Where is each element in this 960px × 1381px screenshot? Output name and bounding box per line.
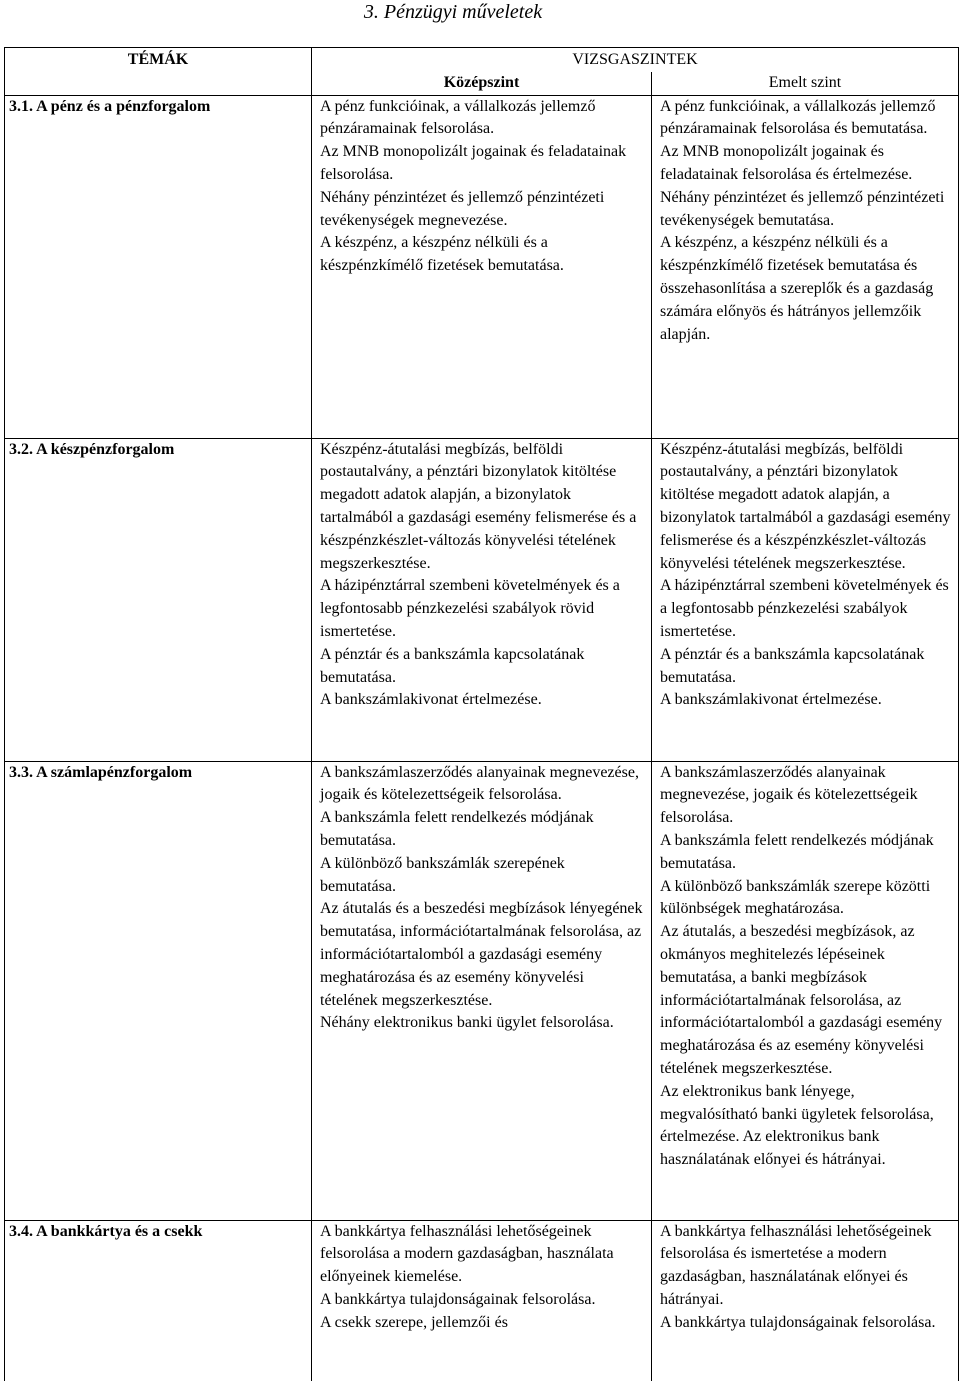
requirement-text: A bankszámlakivonat értelmezése. (660, 691, 882, 709)
header-temak: TÉMÁK (5, 48, 312, 96)
topics-table (4, 47, 959, 1381)
requirement-text: A bankkártya felhasználási lehetőségeinek felsorolása a modern gazdaságban, használata előnyeinek kiemelése. (320, 1222, 614, 1286)
requirement-text: A bankszámlakivonat értelmezése. (320, 691, 542, 709)
topic-cell: 3.4. A bankkártya és a csekk (5, 1220, 312, 1381)
requirement-text: A bankszámla felett rendelkezés módjának bemutatása. (660, 831, 934, 872)
requirement-text: A bankkártya tulajdonságainak felsorolása. (320, 1290, 596, 1308)
requirement-text: A készpénz, a készpénz nélküli és a készpénzkímélő fizetések bemutatása. (320, 234, 564, 275)
requirement-text: Az átutalás, a beszedési megbízások, az okmányos meghitelezés lépéseinek bemutatása, a banki megbízások információtartalmának felsorolása, az információtartalomból a gazdasági esemény meghatározása és az esemény könyvelési tételének megszerkesztése. (660, 923, 943, 1077)
page-title: 3. Pénzügyi műveletek (363, 1, 543, 23)
requirement-text: A bankkártya felhasználási lehetőségeinek felsorolása és ismertetése a modern gazdaságban, használatának előnyei és hátrányai. (660, 1222, 932, 1308)
kozepszint-cell (312, 1220, 652, 1381)
kozepszint-cell (312, 95, 652, 438)
emelt-szint-cell (652, 438, 959, 761)
topic-cell: 3.3. A számlapénzforgalom (5, 761, 312, 1220)
requirement-text: Az MNB monopolizált jogainak és feladatainak felsorolása. (320, 143, 627, 183)
requirement-text: A készpénz, a készpénz nélküli és a készpénzkímélő fizetések bemutatása és összehasonlítása a szereplők és a gazdaság számára előnyös és hátrányos jellemzőik alapján. (660, 234, 934, 343)
requirement-text: Készpénz-átutalási megbízás, belföldi postautalvány, a pénztári bizonylatok kitöltése megadott adatok alapján, a bizonylatok tartalmából a gazdasági esemény felismerése és a készpénzkészlet-változás könyvelési tételének megszerkesztése. (660, 440, 951, 572)
header-kozepszint: Középszint (312, 72, 652, 95)
topic-cell: 3.2. A készpénzforgalom (5, 438, 312, 761)
requirement-text: A bankszámlaszerződés alanyainak megnevezése, jogaik és kötelezettségeik felsorolása. (320, 763, 639, 804)
emelt-szint-cell (652, 1220, 959, 1381)
requirement-text: A házipénztárral szembeni követelmények és a legfontosabb pénzkezelési szabályok rövid ismertetése. (320, 577, 620, 640)
table-row (5, 95, 959, 438)
requirement-text: A bankszámla felett rendelkezés módjának bemutatása. (320, 809, 594, 849)
table-row (5, 761, 959, 1220)
requirement-text: A különböző bankszámlák szerepe közötti különbségek meghatározása. (660, 877, 931, 918)
header-row (5, 48, 959, 72)
emelt-szint-cell (652, 95, 959, 438)
requirement-text: Az elektronikus bank lényege, megvalósítható banki ügyletek felsorolása, értelmezése. Az elektronikus bank használatának előnyei és hátrányai. (660, 1082, 934, 1169)
requirement-text: A házipénztárral szembeni követelmények és a legfontosabb pénzkezelési szabályok ismertetése. (660, 577, 949, 640)
kozepszint-cell (312, 761, 652, 1220)
requirement-text: Az MNB monopolizált jogainak és feladatainak felsorolása és értelmezése. (660, 143, 913, 183)
requirement-text: Néhány pénzintézet és jellemző pénzintézeti tevékenységek bemutatása. (660, 188, 945, 229)
kozepszint-cell (312, 438, 652, 761)
table-row (5, 1220, 959, 1381)
requirement-text: Az átutalás és a beszedési megbízások lényegének bemutatása, információtartalmának felsorolása, az információtartalomból a gazdasági esemény meghatározása és az esemény könyvelési tételének megszerkesztése. (320, 900, 643, 1009)
requirement-text: Készpénz-átutalási megbízás, belföldi postautalvány, a pénztári bizonylatok kitöltése megadott adatok alapján, a bizonylatok tartalmából a gazdasági esemény felismerése és a készpénzkészlet-változás könyvelési tételének megszerkesztése. (320, 440, 637, 572)
requirement-text: A pénz funkcióinak, a vállalkozás jellemző pénzáramainak felsorolása. (320, 97, 596, 138)
topic-cell: 3.1. A pénz és a pénzforgalom (5, 95, 312, 438)
requirement-text: A különböző bankszámlák szerepének bemutatása. (320, 854, 565, 895)
emelt-szint-cell (652, 761, 959, 1220)
requirement-text: A bankkártya tulajdonságainak felsorolása. (660, 1313, 936, 1331)
header-vizsgaszintek: VIZSGASZINTEK (312, 48, 959, 72)
requirement-text: A pénztár és a bankszámla kapcsolatának bemutatása. (660, 645, 925, 686)
requirement-text: A csekk szerepe, jellemzői és (320, 1313, 508, 1331)
requirement-text: A bankszámlaszerződés alanyainak megnevezése, jogaik és kötelezettségeik felsorolása. (660, 763, 918, 827)
requirement-text: A pénz funkcióinak, a vállalkozás jellemző pénzáramainak felsorolása és bemutatása. (660, 97, 936, 138)
requirement-text: A pénztár és a bankszámla kapcsolatának bemutatása. (320, 645, 585, 686)
table-row (5, 438, 959, 761)
header-emelt-szint: Emelt szint (652, 72, 959, 95)
requirement-text: Néhány pénzintézet és jellemző pénzintézeti tevékenységek megnevezése. (320, 188, 605, 229)
requirement-text: Néhány elektronikus banki ügylet felsorolása. (320, 1014, 614, 1032)
